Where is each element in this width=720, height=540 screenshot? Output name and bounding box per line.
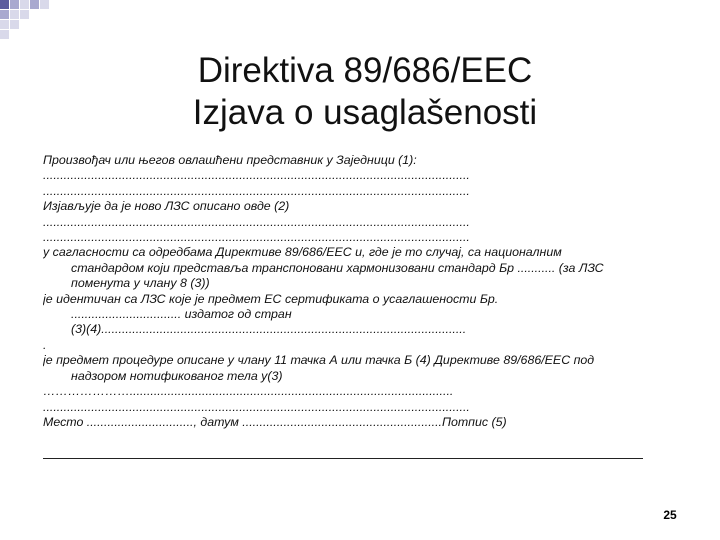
corner-square — [30, 0, 39, 9]
body-line: надзором нотификованог тела у(3) — [71, 368, 283, 383]
body-line: ............................................................................................................................ — [43, 168, 470, 183]
body-line: ………………….............................................................................................. — [43, 384, 454, 399]
title-line-2: Izjava o usaglašenosti — [192, 93, 538, 132]
corner-square — [20, 10, 29, 19]
body-line: (3)(4).......................................................................................................... — [71, 322, 467, 337]
corner-square — [0, 30, 9, 39]
body-line: Произвођач или његов овлашћени представник у Заједници (1): — [43, 153, 417, 167]
slide-title — [150, 50, 580, 134]
body-line: је идентичан са ЛЗС које је предмет ЕС сертификата о усаглашености Бр. — [43, 291, 499, 306]
signature-rule — [43, 458, 643, 459]
body-line: Место ..............................., датум ..........................................................Потпис (5) — [43, 414, 507, 429]
body-line: ................................ издатог од стран — [71, 307, 292, 322]
body-line: ............................................................................................................................ — [43, 230, 470, 245]
corner-square — [0, 0, 9, 9]
corner-square — [10, 10, 19, 19]
corner-decoration — [0, 0, 60, 50]
body-line: . — [43, 337, 47, 352]
body-line: је предмет процедуре описане у члану 11 тачка А или тачка Б (4) Директиве 89/686/ЕЕС под — [43, 353, 595, 368]
body-line: ............................................................................................................................ — [43, 214, 470, 229]
body-line: Изјављује да је ново ЛЗС описано овде (2) — [43, 199, 290, 214]
body-line: у сагласности са одредбама Директиве 89/686/ЕЕС и, где је то случај, са националним — [43, 245, 562, 260]
corner-square — [0, 20, 9, 29]
corner-square — [20, 0, 29, 9]
corner-square — [10, 20, 19, 29]
corner-square — [10, 0, 19, 9]
title-line-1: Direktiva 89/686/EEC — [197, 51, 533, 90]
body-line: ............................................................................................................................ — [43, 399, 470, 414]
page-number: 25 — [663, 508, 677, 522]
corner-square — [40, 0, 49, 9]
body-line: ............................................................................................................................ — [43, 183, 470, 198]
corner-square — [0, 10, 9, 19]
body-line: стандардом који представља транспоновани хармонизовани стандард Бр ........... (за ЛЗС — [71, 260, 604, 275]
body-line: поменута у члану 8 (3)) — [71, 276, 210, 291]
declaration-text — [43, 153, 693, 430]
